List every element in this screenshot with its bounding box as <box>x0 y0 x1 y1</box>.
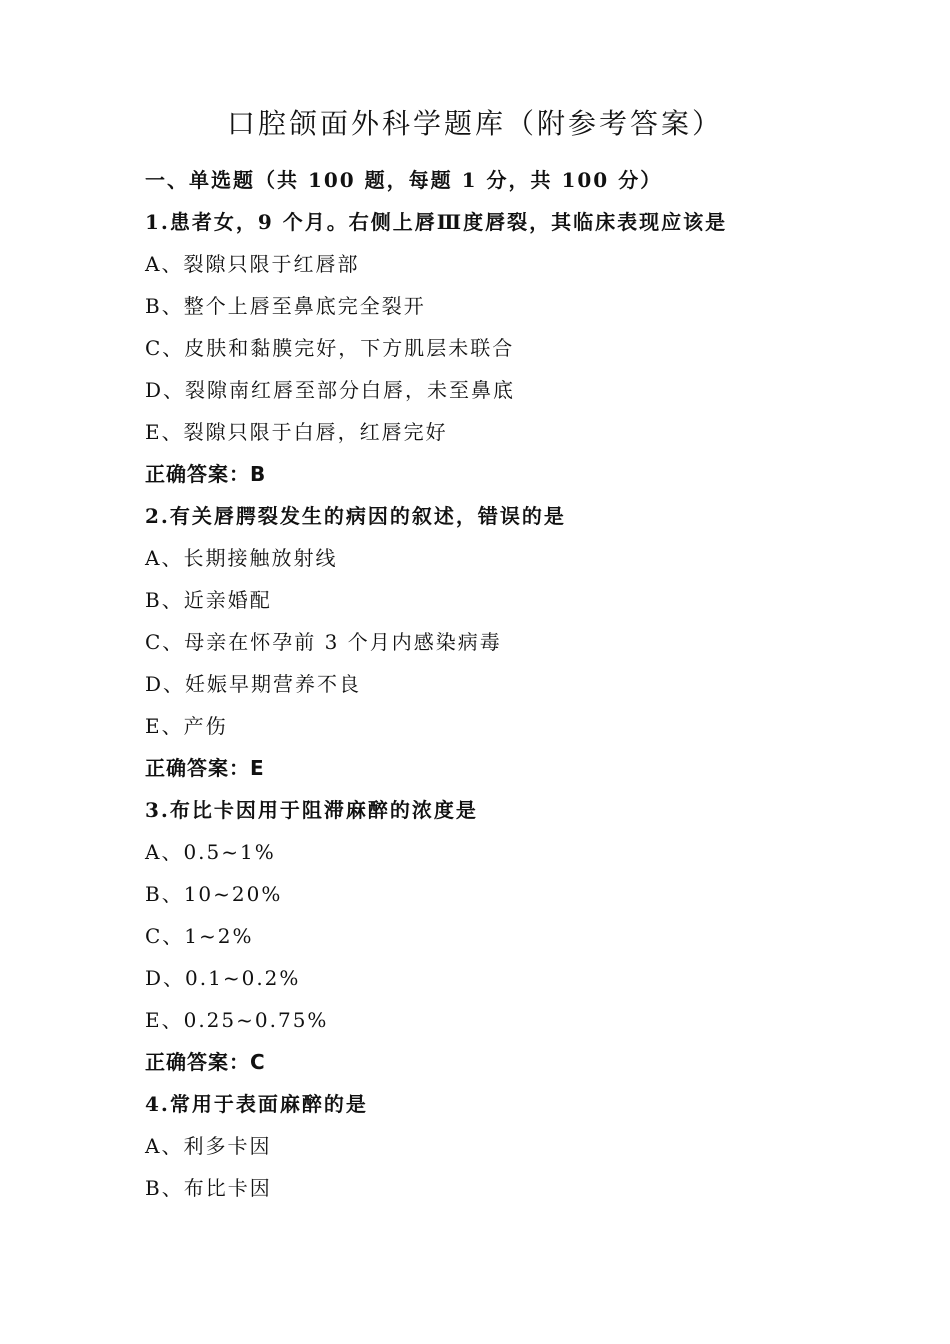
answer-option: A、长期接触放射线 <box>145 546 338 570</box>
correct-answer: 正确答案：E <box>145 756 265 780</box>
question-stem: 4.常用于表面麻醉的是 <box>145 1092 368 1116</box>
answer-option: D、裂隙南红唇至部分白唇，未至鼻底 <box>145 378 516 402</box>
answer-option: E、0.25~0.75% <box>145 1008 329 1032</box>
correct-answer: 正确答案：B <box>145 462 267 486</box>
answer-option: C、皮肤和黏膜完好，下方肌层未联合 <box>145 336 515 360</box>
question-stem: 2.有关唇腭裂发生的病因的叙述，错误的是 <box>145 504 566 528</box>
answer-option: E、裂隙只限于白唇，红唇完好 <box>145 420 448 444</box>
answer-option: E、产伤 <box>145 714 228 738</box>
answer-option: A、0.5~1% <box>145 840 276 864</box>
answer-option: D、妊娠早期营养不良 <box>145 672 362 696</box>
answer-option: A、裂隙只限于红唇部 <box>145 252 360 276</box>
question-stem: 3.布比卡因用于阻滞麻醉的浓度是 <box>145 798 478 822</box>
answer-option: B、整个上唇至鼻底完全裂开 <box>145 294 426 318</box>
answer-option: D、0.1~0.2% <box>145 966 301 990</box>
question-list <box>145 206 845 1214</box>
answer-option: B、布比卡因 <box>145 1176 272 1200</box>
answer-option: C、1~2% <box>145 924 254 948</box>
answer-option: C、母亲在怀孕前 3 个月内感染病毒 <box>145 630 502 654</box>
answer-option: B、近亲婚配 <box>145 588 272 612</box>
answer-option: B、10~20% <box>145 882 283 906</box>
question-stem: 1.患者女，9 个月。右侧上唇Ⅲ度唇裂，其临床表现应该是 <box>145 210 728 234</box>
document-title: 口腔颌面外科学题库（附参考答案） <box>226 107 723 140</box>
correct-answer: 正确答案：C <box>145 1050 266 1074</box>
section-heading: 一、单选题（共 100 题，每题 1 分，共 100 分） <box>145 168 663 192</box>
answer-option: A、利多卡因 <box>145 1134 272 1158</box>
